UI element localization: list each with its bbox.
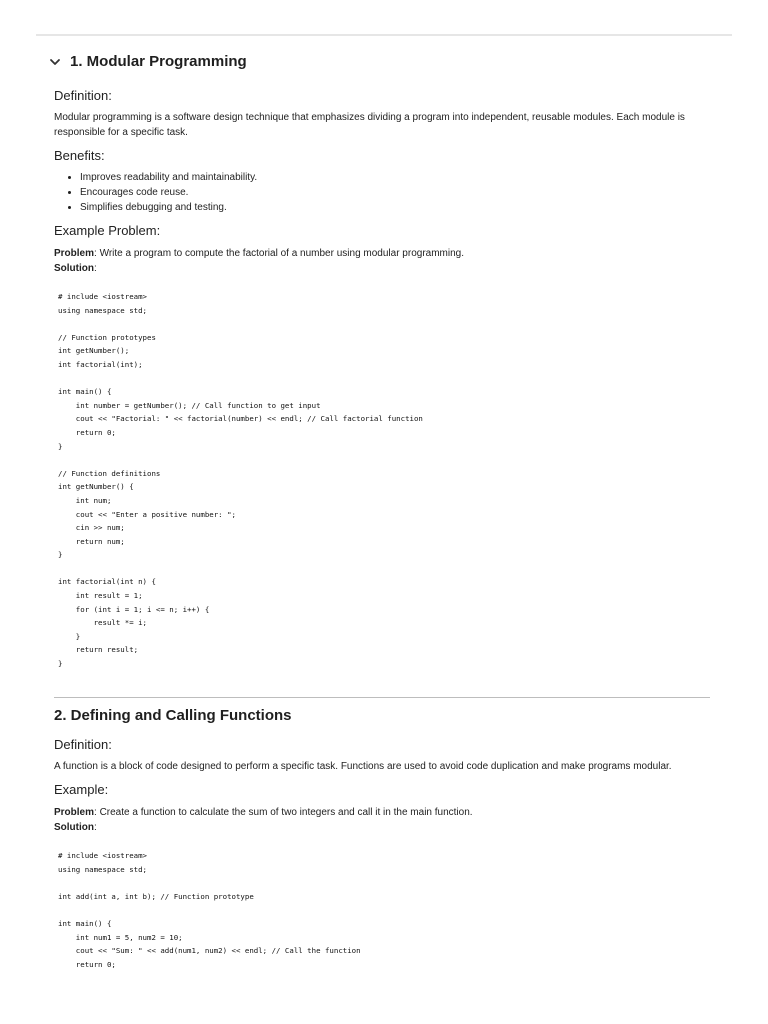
section-divider [54,697,710,698]
section-1-header[interactable] [48,52,247,72]
code-block: # include <iostream> using namespace std; // Function prototypes int getNumber(); int factorial(int); int main() { int number = getNumber(); // Call function to get input cout << "Factorial: " << factorial(number) << endl; // Call factorial function return 0; } // Function definitions int getNumber() { int num; cout << "Enter a positive number: "; cin >> num; return num; } int factorial(int n) { int result = 1; for (int i = 1; i <= n; i++) { result *= i; } return result; } [58,292,423,669]
section-1-content [54,88,714,671]
solution-colon: : [94,822,97,833]
chevron-down-icon[interactable] [48,55,62,69]
list-item: • Simplifies debugging and testing. [80,200,714,215]
solution-colon: : [94,263,97,274]
solution-line [54,261,714,276]
problem-label: Problem [54,248,95,259]
example-problem-heading: Example Problem: [54,223,161,238]
problem-statement [54,246,714,261]
solution-label: Solution [54,822,94,833]
solution-label: Solution [54,263,94,274]
benefits-list [54,170,714,215]
definition-text: A function is a block of code designed to perform a specific task. Functions are used to avoid code duplication and make programs modular. [54,761,672,772]
list-item: • Improves readability and maintainability. [80,170,714,185]
definition-text: Modular programming is a software design technique that emphasizes dividing a program into independent, reusable modules. Each module is responsible for a specific task. [54,112,685,138]
example-heading: Example: [54,782,109,797]
definition-heading: Definition: [54,88,112,103]
section-2-content [54,706,714,971]
definition-heading: Definition: [54,737,112,752]
solution-line [54,820,714,835]
problem-statement [54,805,714,820]
benefits-heading: Benefits: [54,148,105,163]
problem-label: Problem [54,807,95,818]
list-item: • Encourages code reuse. [80,185,714,200]
top-divider [36,34,732,36]
section-1-title: 1. Modular Programming [70,53,247,70]
code-block: # include <iostream> using namespace std; int add(int a, int b); // Function prototype int main() { int num1 = 5, num2 = 10; cout << "Sum: " << add(num1, num2) << endl; // Call the function return 0; [58,851,361,969]
problem-text: : Write a program to compute the factorial of a number using modular programming. [94,248,465,259]
problem-text: : Create a function to calculate the sum of two integers and call it in the main function. [94,807,473,818]
section-2-title: 2. Defining and Calling Functions [54,707,292,724]
